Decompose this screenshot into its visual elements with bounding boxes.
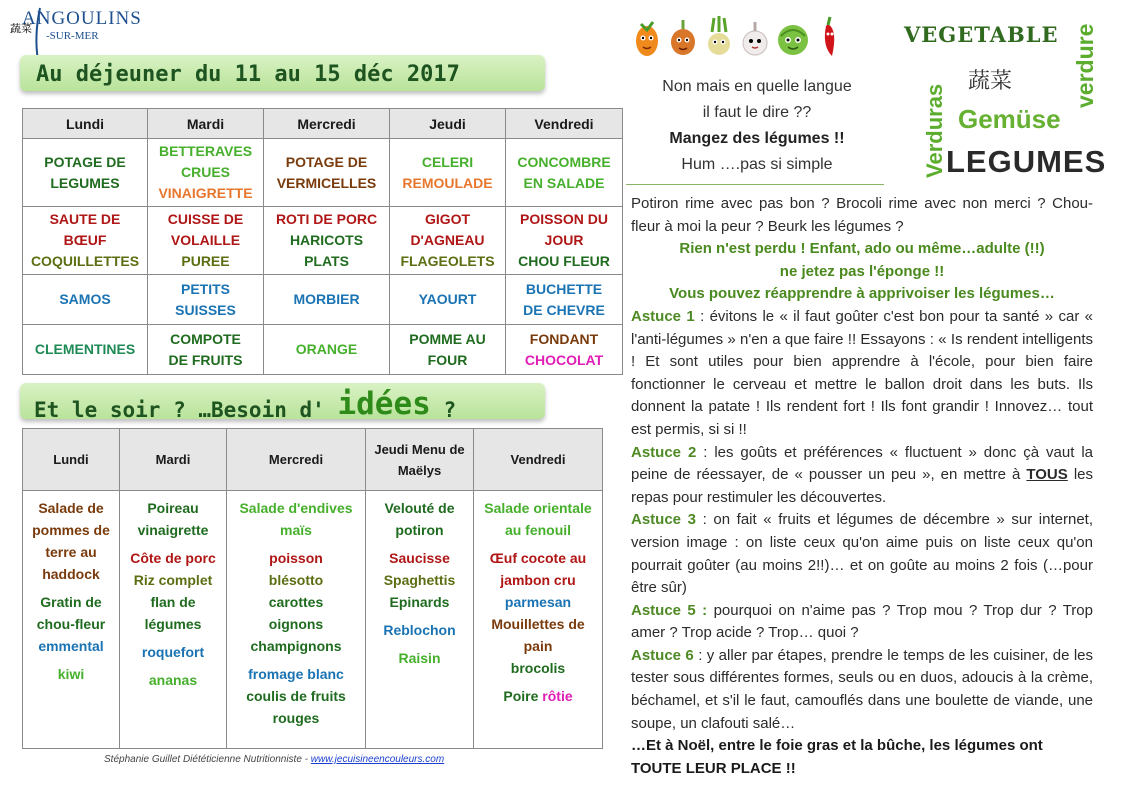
tip-5 bbox=[631, 600, 1093, 645]
dinner-header-cell: Vendredi bbox=[474, 429, 603, 491]
dish-line: CELERI bbox=[421, 153, 474, 170]
dinner-header-cell: Mardi bbox=[120, 429, 227, 491]
dish-line: roquefort bbox=[141, 644, 205, 660]
celeriac-icon bbox=[704, 16, 734, 58]
dish-line: DE CHEVRE bbox=[523, 301, 605, 318]
lunch-cell bbox=[264, 139, 390, 207]
lunch-cell bbox=[506, 207, 623, 275]
dish-line: blésotto bbox=[268, 572, 324, 588]
dish-line: FOUR bbox=[427, 351, 468, 368]
dish-line: VOLAILLE bbox=[170, 232, 241, 248]
lunch-cell bbox=[390, 207, 506, 275]
advice-callout: Vous pouvez réapprendre à apprivoiser les légumes… bbox=[669, 285, 1055, 303]
tip-label: Astuce 1 bbox=[631, 307, 695, 325]
dinner-cell bbox=[366, 491, 474, 749]
dish-line: oignons bbox=[268, 616, 324, 632]
dish-line: JOUR bbox=[544, 232, 584, 248]
tip-label: Astuce 2 bbox=[631, 443, 697, 461]
dish-line: FLAGEOLETS bbox=[400, 253, 495, 269]
credits-footer bbox=[104, 754, 444, 765]
dinner-title-suffix: ? bbox=[443, 398, 457, 422]
lunch-cell bbox=[264, 325, 390, 375]
dinner-cell bbox=[227, 491, 366, 749]
dish-line: FONDANT bbox=[529, 330, 599, 347]
dish-line: CHOCOLAT bbox=[524, 351, 604, 368]
dinner-title bbox=[34, 386, 457, 425]
dish-line: POTAGE DE bbox=[44, 153, 126, 170]
dish-line: parmesan bbox=[504, 594, 572, 610]
lunch-menu-table bbox=[22, 108, 623, 375]
dish-line: poisson bbox=[269, 550, 323, 566]
dish-line: fromage blanc bbox=[248, 666, 344, 682]
dish-line: Gratin de chou-fleur bbox=[36, 594, 106, 632]
dish-line: champignons bbox=[250, 638, 342, 654]
dish-line: BUCHETTE bbox=[525, 280, 603, 297]
lunch-title: Au déjeuner du 11 au 15 déc 2017 bbox=[36, 62, 460, 87]
dish-word: Poire bbox=[503, 688, 539, 704]
carrot-icon bbox=[632, 16, 662, 58]
dish-line: CLEMENTINES bbox=[34, 341, 136, 357]
lunch-header-cell: Vendredi bbox=[506, 109, 623, 139]
lunch-cell bbox=[148, 275, 264, 325]
dinner-header-cell: Mercredi bbox=[227, 429, 366, 491]
dish-line bbox=[476, 685, 600, 707]
word-verdure: verdure bbox=[1072, 23, 1098, 108]
dish-line: D'AGNEAU bbox=[410, 232, 485, 248]
lunch-cell bbox=[23, 275, 148, 325]
lunch-cell bbox=[390, 275, 506, 325]
lunch-cell bbox=[23, 325, 148, 375]
tip-6 bbox=[631, 645, 1093, 735]
dinner-title-prefix: Et le soir ? …Besoin d' bbox=[34, 398, 325, 422]
dish-line: DE FRUITS bbox=[168, 351, 243, 368]
lunch-cell bbox=[148, 207, 264, 275]
lunch-cell bbox=[390, 325, 506, 375]
dish-line: EN SALADE bbox=[523, 174, 605, 191]
word-verduras: Verduras bbox=[922, 83, 947, 178]
lunch-cell bbox=[264, 275, 390, 325]
dish-line: SAMOS bbox=[59, 291, 111, 307]
dish-line: ORANGE bbox=[295, 341, 358, 357]
logo-line1: ANGOULINS bbox=[22, 8, 142, 29]
dish-line: emmental bbox=[38, 638, 104, 654]
advice-callout: Rien n'est perdu ! Enfant, ado ou même…adulte (!!) bbox=[679, 240, 1045, 258]
onion-icon bbox=[668, 16, 698, 58]
tip-1 bbox=[631, 306, 1093, 442]
logo-kanji: 蔬菜 bbox=[10, 23, 32, 35]
tip-text: pourquoi on n'aime pas ? Trop mou ? Trop dur ? Trop amer ? Trop acide ? Trop… quoi ? bbox=[631, 601, 1093, 642]
intro-line: Hum ….pas si simple bbox=[681, 156, 833, 173]
word-vegetable: VEGETABLE bbox=[904, 22, 1059, 47]
dish-line: Côte de porc bbox=[130, 550, 216, 566]
dish-line: PUREE bbox=[181, 253, 230, 269]
tip-2 bbox=[631, 442, 1093, 510]
dish-line: CHOU FLEUR bbox=[518, 253, 610, 269]
dish-line: CUISSE DE bbox=[167, 211, 244, 227]
dish-line: Spaghettis bbox=[383, 572, 456, 588]
word-gemuse: Gemüse bbox=[958, 104, 1061, 134]
dish-line: SUISSES bbox=[175, 301, 236, 318]
dish-word: rôtie bbox=[542, 688, 573, 704]
dish-line: Salade d'endives maïs bbox=[239, 500, 353, 538]
dish-line: LEGUMES bbox=[50, 174, 120, 191]
dish-line: Salade de pommes de terre au haddock bbox=[32, 500, 110, 582]
dish-line: BETTERAVES bbox=[158, 143, 253, 159]
lunch-cell bbox=[23, 139, 148, 207]
intro-line: il faut le dire ?? bbox=[702, 104, 812, 121]
garlic-icon bbox=[740, 16, 770, 58]
table-row bbox=[23, 491, 603, 749]
lunch-header-row bbox=[23, 109, 623, 139]
lunch-cell bbox=[506, 325, 623, 375]
advice-intro: Potiron rime avec pas bon ? Brocoli rime avec non merci ? Chou-fleur à moi la peur ? Beurk les légumes ? bbox=[631, 195, 1093, 235]
tip-text: : y aller par étapes, prendre le temps de les cuisiner, de les tester sous différentes formes, seuls ou en duos, adoucis à la crème, béchamel, et s'il le faut, camouflés dans une boulette de viande, une soupe, un clafouti salé… bbox=[631, 646, 1094, 732]
dinner-header-cell: Jeudi Menu de Maëlys bbox=[366, 429, 474, 491]
dish-line: CRUES bbox=[180, 164, 230, 180]
vegetable-characters bbox=[632, 16, 844, 66]
lunch-cell bbox=[506, 139, 623, 207]
dinner-cell bbox=[120, 491, 227, 749]
tip-3 bbox=[631, 509, 1093, 599]
dish-line: Raisin bbox=[398, 650, 441, 666]
dish-line: flan de légumes bbox=[144, 594, 202, 632]
dish-line: VINAIGRETTE bbox=[158, 185, 253, 201]
dish-line: brocolis bbox=[510, 660, 566, 676]
dinner-title-ideas: idées bbox=[337, 386, 431, 422]
logo-swash-icon bbox=[32, 6, 44, 62]
tip-label: Astuce 3 bbox=[631, 511, 696, 529]
dinner-header-row bbox=[23, 429, 603, 491]
closing-note: …Et à Noël, entre le foie gras et la bûche, les légumes ont TOUTE LEUR PLACE !! bbox=[631, 737, 1043, 777]
dish-line: PLATS bbox=[304, 253, 349, 269]
dish-line: Mouillettes de pain bbox=[491, 616, 585, 654]
lunch-cell bbox=[148, 139, 264, 207]
dish-line: COQUILLETTES bbox=[30, 253, 140, 269]
intro-line: Non mais en quelle langue bbox=[662, 78, 852, 95]
dish-line: BŒUF bbox=[63, 232, 107, 248]
table-row bbox=[23, 325, 623, 375]
dish-line: POISSON DU bbox=[520, 211, 608, 227]
lunch-cell bbox=[506, 275, 623, 325]
lunch-cell bbox=[264, 207, 390, 275]
dish-line: ROTI DE PORC bbox=[275, 211, 378, 227]
dinner-cell bbox=[474, 491, 603, 749]
lunch-header-cell: Mardi bbox=[148, 109, 264, 139]
dish-line: GIGOT bbox=[424, 211, 471, 227]
lunch-header-cell: Lundi bbox=[23, 109, 148, 139]
advice-text bbox=[631, 193, 1093, 780]
dish-line: Velouté de potiron bbox=[384, 500, 455, 538]
tip-text: : on fait « fruits et légumes de décembre » sur internet, version image : on liste ceux qu'on aime puis on liste ceux qu'on pourrait goûter (au moins 2!!)… et on goûte au moins 2 fois (…pour être sûr) bbox=[631, 511, 1093, 597]
dish-line: Epinards bbox=[389, 594, 450, 610]
dish-line: Salade orientale au fenouil bbox=[484, 500, 592, 538]
table-row bbox=[23, 139, 623, 207]
intro-text bbox=[624, 74, 890, 178]
dish-line: MORBIER bbox=[293, 291, 360, 307]
dish-line: PETITS bbox=[180, 280, 230, 297]
cabbage-icon bbox=[776, 16, 810, 58]
dish-line: POTAGE DE bbox=[285, 153, 368, 170]
dish-line: SAUTE DE bbox=[49, 211, 121, 227]
dinner-header-cell: Lundi bbox=[23, 429, 120, 491]
tip-text: : les goûts et préférences « fluctuent » donc çà vaut la peine de réessayer, de « pousser un peu », en mettre à bbox=[631, 443, 1093, 484]
dish-line: Œuf cocote au jambon cru bbox=[489, 550, 587, 588]
dish-line: YAOURT bbox=[418, 291, 477, 307]
word-chinese: 蔬菜 bbox=[968, 68, 1013, 93]
footer-author: Stéphanie Guillet Diététicienne Nutritionniste - bbox=[104, 754, 311, 765]
logo-line2: -SUR-MER bbox=[46, 30, 99, 42]
dish-line: VERMICELLES bbox=[276, 174, 377, 191]
lunch-header-cell: Mercredi bbox=[264, 109, 390, 139]
dish-line: HARICOTS bbox=[289, 232, 364, 248]
tip-emphasis: TOUS bbox=[1026, 466, 1068, 484]
table-row bbox=[23, 275, 623, 325]
chili-icon bbox=[816, 16, 842, 58]
dish-line: POMME AU bbox=[409, 330, 486, 347]
dish-line: Saucisse bbox=[389, 550, 450, 566]
tip-text: les repas pour restimuler les découvertes. bbox=[631, 466, 1094, 506]
divider bbox=[626, 184, 884, 185]
dish-line: kiwi bbox=[57, 666, 85, 682]
dish-line: Poireau vinaigrette bbox=[137, 500, 209, 538]
table-row bbox=[23, 207, 623, 275]
word-legumes: LEGUMES bbox=[946, 144, 1107, 179]
dish-line: REMOULADE bbox=[402, 174, 493, 191]
dinner-ideas-table bbox=[22, 428, 603, 749]
lunch-cell bbox=[148, 325, 264, 375]
tip-label: Astuce 5 : bbox=[631, 601, 708, 619]
lunch-cell bbox=[390, 139, 506, 207]
dinner-cell bbox=[23, 491, 120, 749]
dish-line: Reblochon bbox=[383, 622, 456, 638]
dish-line: COMPOTE bbox=[170, 330, 241, 347]
dish-line: ananas bbox=[148, 672, 198, 688]
intro-headline: Mangez des légumes !! bbox=[669, 130, 845, 147]
tip-label: Astuce 6 bbox=[631, 646, 694, 664]
dish-line: Riz complet bbox=[133, 572, 213, 588]
dish-line: coulis de fruits rouges bbox=[246, 688, 346, 726]
advice-callout: ne jetez pas l'éponge !! bbox=[779, 262, 945, 280]
footer-website-link[interactable]: www.jecuisineencouleurs.com bbox=[310, 754, 445, 765]
dish-line: CONCOMBRE bbox=[517, 153, 611, 170]
lunch-cell bbox=[23, 207, 148, 275]
lunch-header-cell: Jeudi bbox=[390, 109, 506, 139]
tip-text: : évitons le « il faut goûter c'est bon pour ta santé » car « l'anti-légumes » n'en a que faire !! Essayons : « Is rendent intelligents ! Et sont utiles pour bien apprendre à l'école, pour bien faire fonctionner le cerveau et mettre le ballon droit dans les buts. Ils donnent la patate ! Ils rendent fort ! Ils font grandir ! Innovez… tout est permis, si si !! bbox=[631, 307, 1094, 438]
dish-line: carottes bbox=[268, 594, 324, 610]
